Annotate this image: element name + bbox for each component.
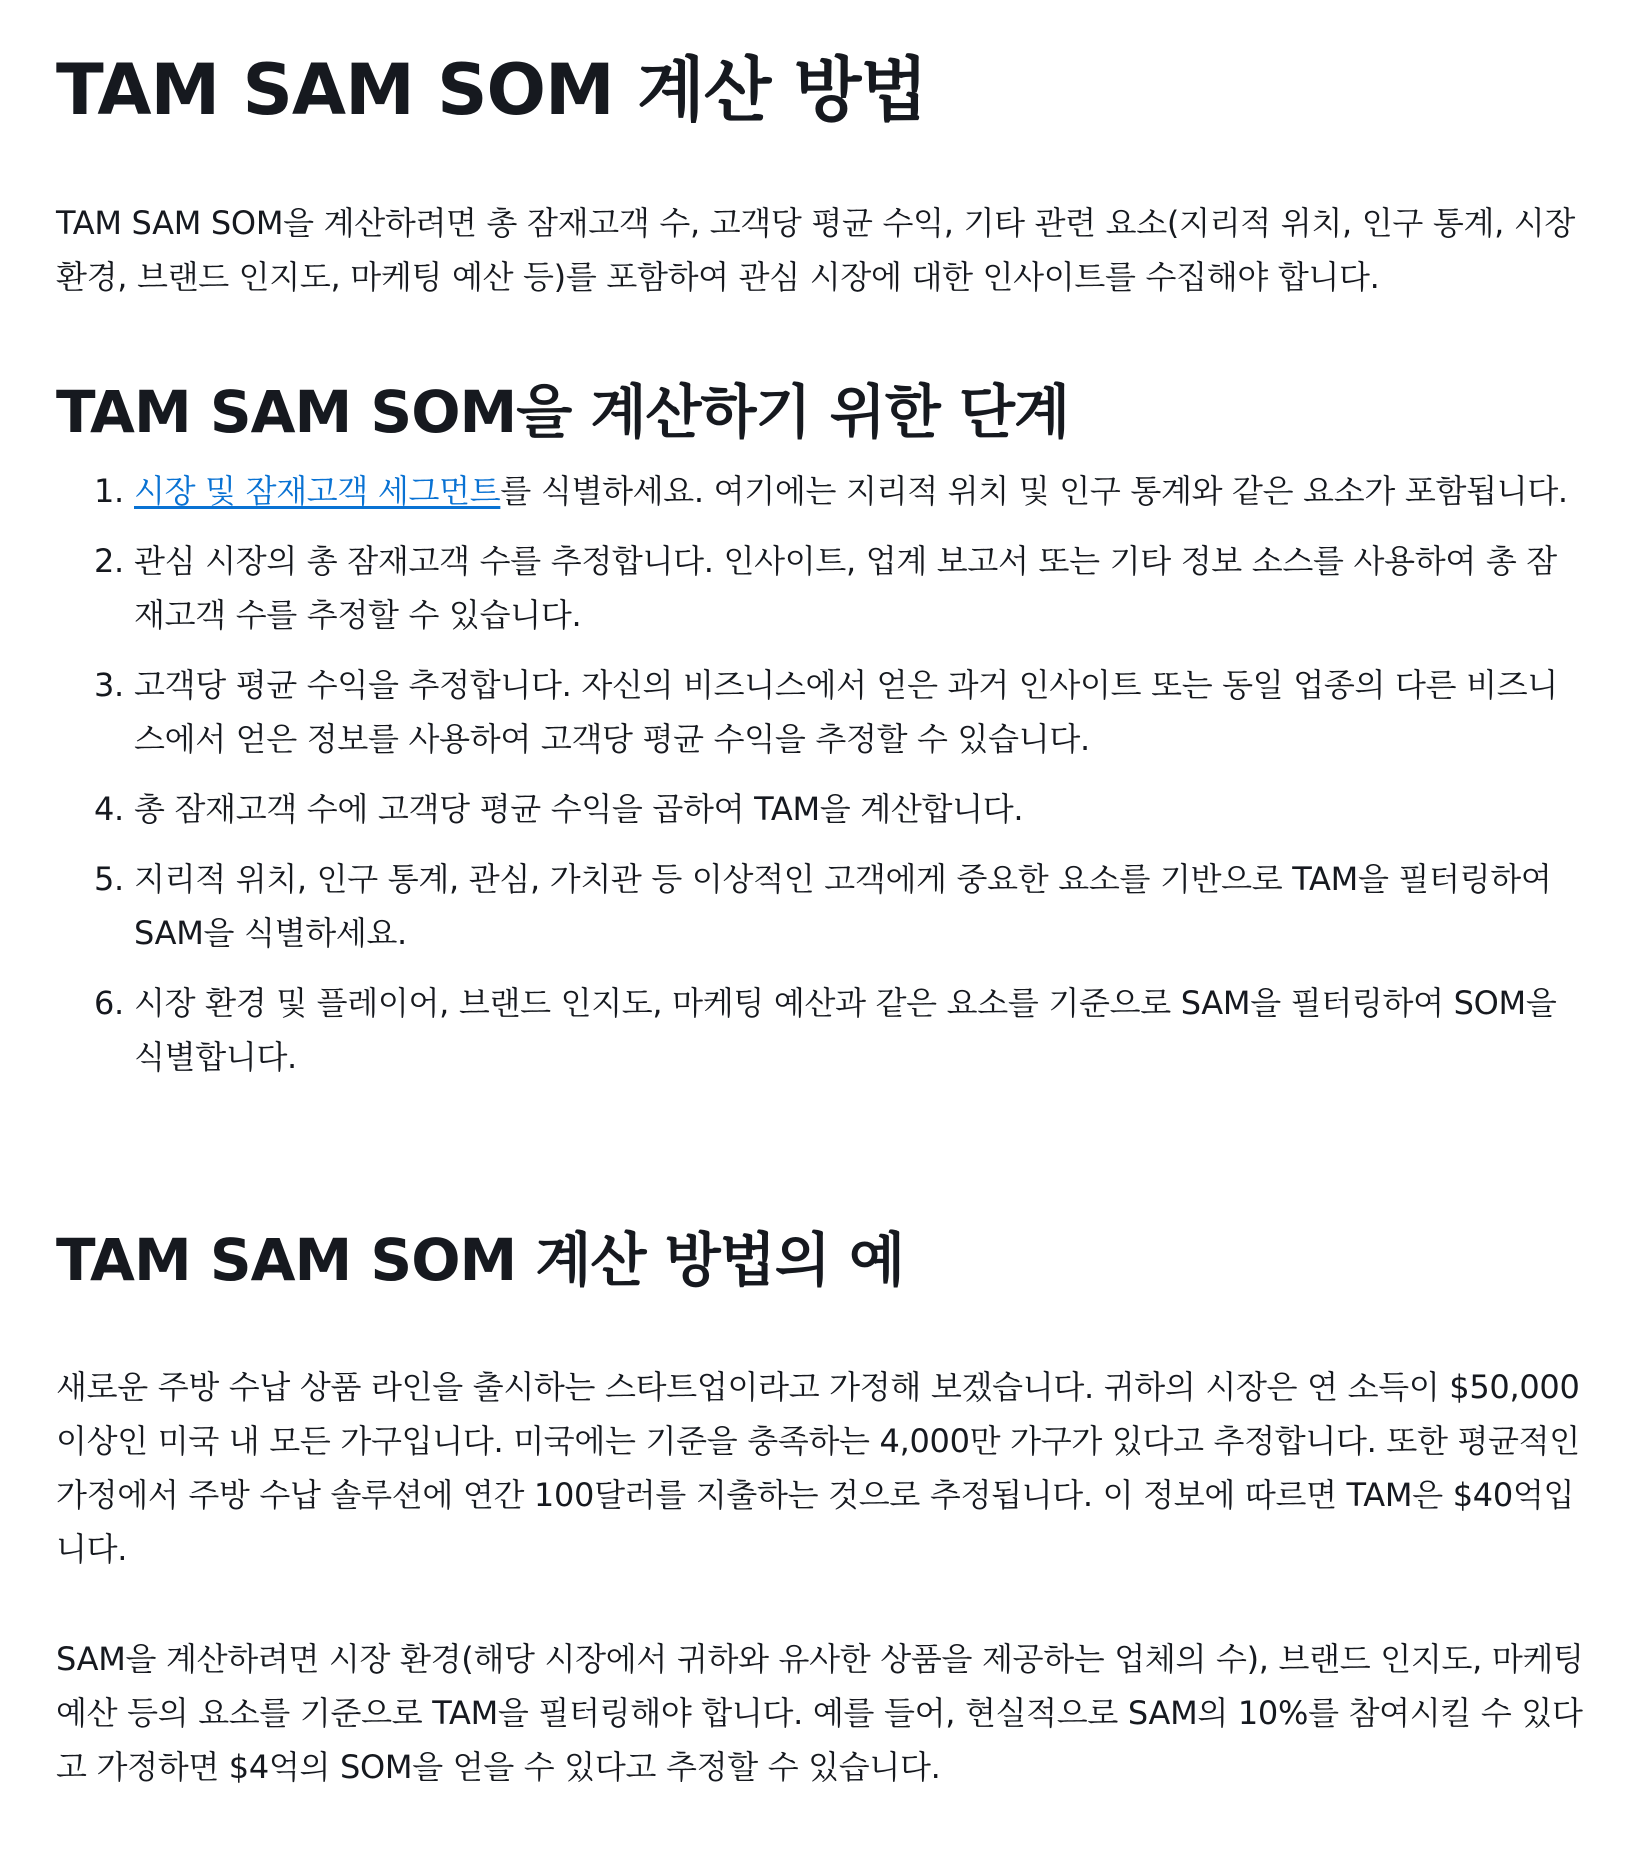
example-paragraph-2: SAM을 계산하려면 시장 환경(해당 시장에서 귀하와 유사한 상품을 제공하는 업체의 수), 브랜드 인지도, 마케팅 예산 등의 요소를 기준으로 TAM을 필터링해야 합니다. 예를 들어, 현실적으로 SAM의 10%를 참여시킬 수 있다고 가정하면 $4억의 SOM을 얻을 수 있다고 추정할 수 있습니다. <box>56 1640 1584 1786</box>
market-segment-link[interactable]: 시장 및 잠재고객 세그먼트 <box>134 472 501 510</box>
example-paragraph-1: 새로운 주방 수납 상품 라인을 출시하는 스타트업이라고 가정해 보겠습니다. 귀하의 시장은 연 소득이 $50,000 이상인 미국 내 모든 가구입니다. 미국에는 기준을 충족하는 4,000만 가구가 있다고 추정합니다. 또한 평균적인 가정에서 주방 수납 솔루션에 연간 100달러를 지출하는 것으로 추정됩니다. 이 정보에 따르면 TAM은 $40억입니다. <box>56 1368 1580 1568</box>
steps-list <box>56 464 1586 1100</box>
step-item <box>56 658 1586 766</box>
step-text: 총 잠재고객 수에 고객당 평균 수익을 곱하여 TAM을 계산합니다. <box>134 790 1024 828</box>
step-text: 관심 시장의 총 잠재고객 수를 추정합니다. 인사이트, 업계 보고서 또는 기타 정보 소스를 사용하여 총 잠재고객 수를 추정할 수 있습니다. <box>134 542 1557 634</box>
step-item <box>56 976 1586 1084</box>
step-item <box>56 852 1586 960</box>
step-text: 지리적 위치, 인구 통계, 관심, 가치관 등 이상적인 고객에게 중요한 요소를 기반으로 TAM을 필터링하여 SAM을 식별하세요. <box>134 860 1552 952</box>
step-item <box>56 782 1586 836</box>
step-text: 를 식별하세요. 여기에는 지리적 위치 및 인구 통계와 같은 요소가 포함됩니다. <box>500 472 1568 510</box>
step-item <box>56 464 1586 518</box>
step-number: 1. <box>94 472 124 510</box>
step-text: 고객당 평균 수익을 추정합니다. 자신의 비즈니스에서 얻은 과거 인사이트 또는 동일 업종의 다른 비즈니스에서 얻은 정보를 사용하여 고객당 평균 수익을 추정할 수 있습니다. <box>134 666 1558 758</box>
step-number: 2. <box>94 542 124 580</box>
step-item <box>56 534 1586 642</box>
steps-heading: TAM SAM SOM을 계산하기 위한 단계 <box>56 378 1070 446</box>
step-number: 5. <box>94 860 124 898</box>
step-number: 4. <box>94 790 124 828</box>
intro-paragraph: TAM SAM SOM을 계산하려면 총 잠재고객 수, 고객당 평균 수익, 기타 관련 요소(지리적 위치, 인구 통계, 시장 환경, 브랜드 인지도, 마케팅 예산 등)를 포함하여 관심 시장에 대한 인사이트를 수집해야 합니다. <box>56 204 1576 296</box>
step-number: 3. <box>94 666 124 704</box>
step-text: 시장 환경 및 플레이어, 브랜드 인지도, 마케팅 예산과 같은 요소를 기준으로 SAM을 필터링하여 SOM을 식별합니다. <box>134 984 1557 1076</box>
step-number: 6. <box>94 984 124 1022</box>
page-title: TAM SAM SOM 계산 방법 <box>56 49 927 131</box>
example-heading: TAM SAM SOM 계산 방법의 예 <box>56 1226 904 1294</box>
